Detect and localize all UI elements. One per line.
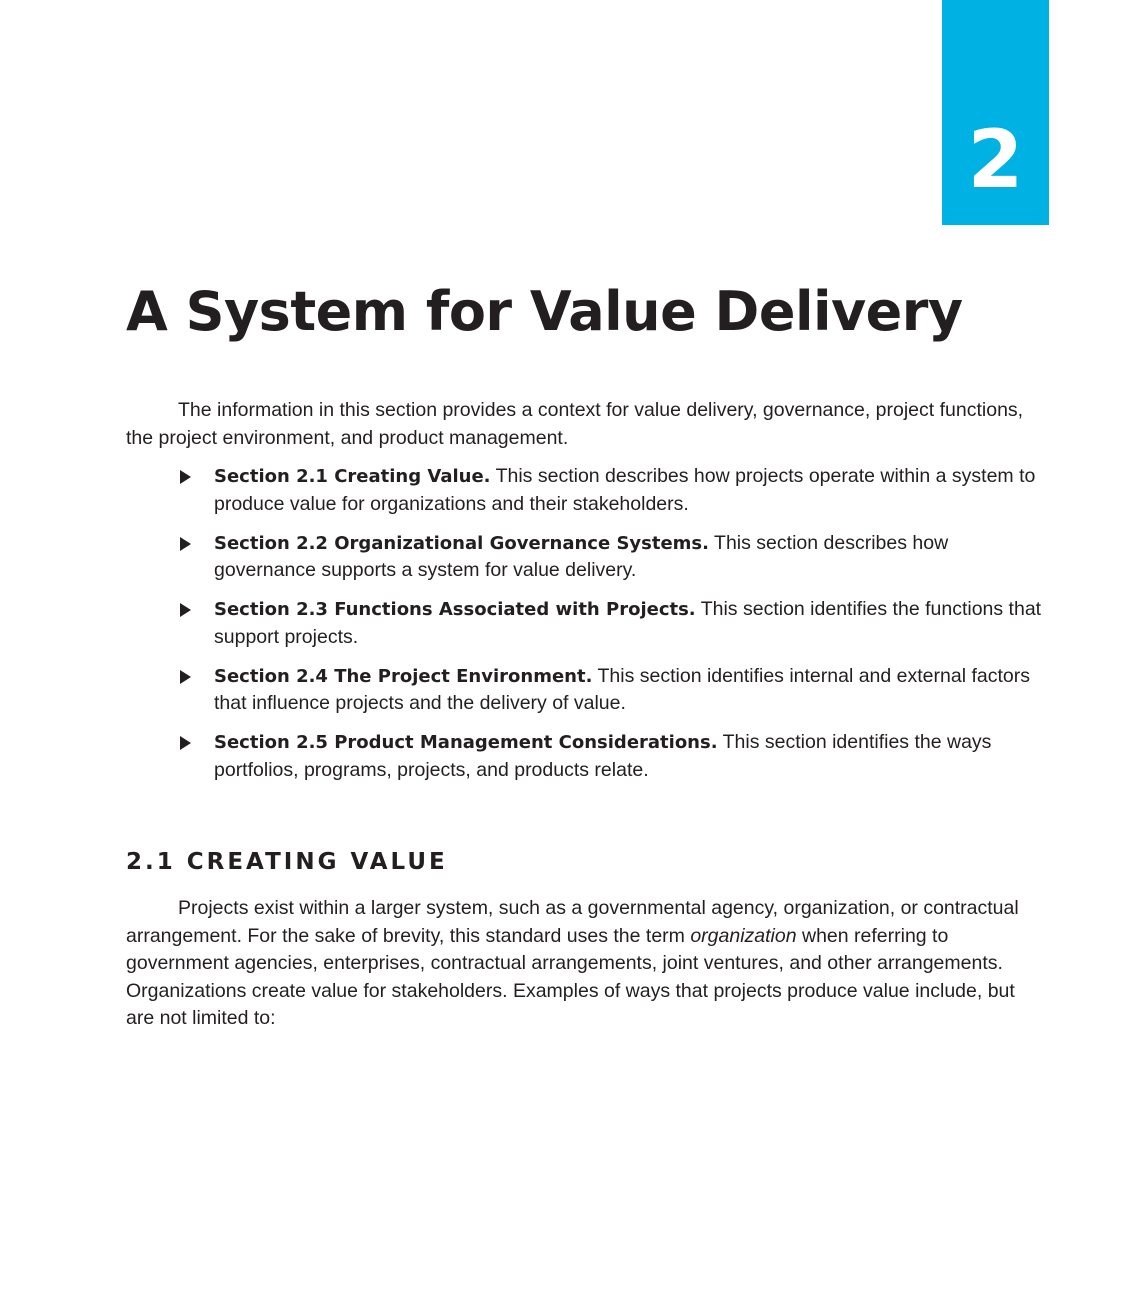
section-item-2-2 <box>126 530 1046 585</box>
triangle-bullet-icon <box>180 603 191 617</box>
section-list <box>126 463 1046 796</box>
defined-term: organization <box>690 924 797 947</box>
triangle-bullet-icon <box>180 470 191 484</box>
section-item-heading: Section 2.3 Functions Associated with Projects. <box>214 599 696 620</box>
triangle-bullet-icon <box>180 736 191 750</box>
intro-paragraph: The information in this section provides a context for value delivery, governance, project functions, the project environment, and product management. <box>126 399 1024 449</box>
section-item-text: This section identifies internal and external factors that influence projects and the delivery of value. <box>214 664 1030 714</box>
section-item-text: This section identifies the ways portfolios, programs, projects, and products relate. <box>214 731 992 781</box>
subsection-heading: 2.1 CREATING VALUE <box>126 849 448 875</box>
section-item-heading: Section 2.1 Creating Value. <box>214 466 491 487</box>
section-item-heading: Section 2.4 The Project Environment. <box>214 665 593 687</box>
section-item-text: This section describes how projects operate within a system to produce value for organizations and their stakeholders. <box>214 465 1036 515</box>
section-item-2-1 <box>126 463 1046 518</box>
body-text: when referring to government agencies, enterprises, contractual arrangements, joint ventures, and other arrangements. Organizations create value for stakeholders. Examples of ways that projects produce value include, but are not limited to: <box>126 924 1015 1029</box>
body-paragraph <box>126 895 1046 1033</box>
section-item-heading: Section 2.5 Product Management Considerations. <box>214 732 718 753</box>
section-item-text: This section identifies the functions that support projects. <box>214 598 1042 648</box>
section-item-2-3 <box>126 596 1046 651</box>
body-text: Projects exist within a larger system, such as a governmental agency, organization, or contractual arrangement. For the sake of brevity, this standard uses the term <box>126 897 1019 947</box>
section-item-2-5 <box>126 729 1046 784</box>
triangle-bullet-icon <box>180 537 191 551</box>
section-item-2-4 <box>126 663 1046 718</box>
page-title: A System for Value Delivery <box>126 280 963 343</box>
section-item-text: This section describes how governance supports a system for value delivery. <box>214 531 949 581</box>
chapter-number: 2 <box>967 113 1024 206</box>
section-item-heading: Section 2.2 Organizational Governance Systems. <box>214 532 709 554</box>
chapter-tab <box>942 0 1049 225</box>
triangle-bullet-icon <box>180 670 191 684</box>
